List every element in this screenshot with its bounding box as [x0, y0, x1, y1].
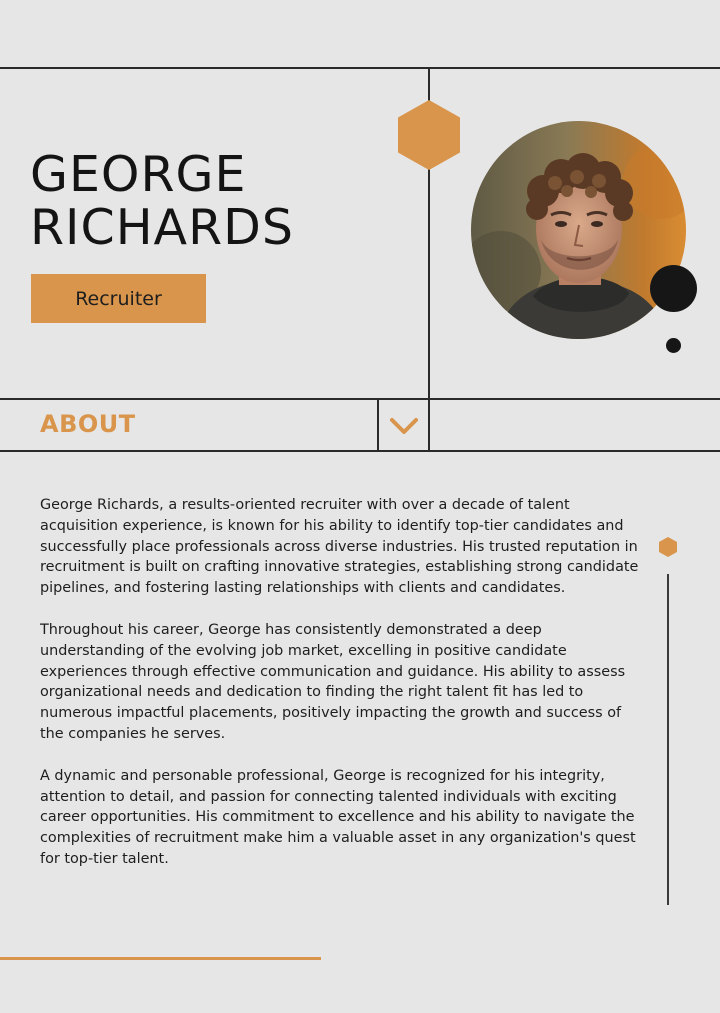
portrait-illustration	[471, 121, 686, 339]
name-first: GEORGE	[30, 146, 247, 203]
name-heading	[30, 148, 410, 254]
side-vertical-line	[667, 574, 669, 905]
header-bottom-divider	[0, 398, 720, 400]
about-text	[40, 495, 640, 891]
about-paragraph-1: George Richards, a results-oriented recruiter with over a decade of talent acquisition experience, is known for his ability to identify top-tier candidates and successfully place professionals across diverse industries. His trusted reputation in recruitment is built on crafting innovative strategies, establishing strong candidate pipelines, and fostering lasting relationships with clients and candidates.	[40, 497, 639, 597]
bottom-accent-line	[0, 957, 321, 960]
chevron-down-icon	[389, 416, 419, 436]
about-paragraph-3: A dynamic and personable professional, George is recognized for his integrity, attention to detail, and passion for connecting talented individuals with exciting career opportunities. His commitment to excellence and his ability to navigate the complexities of recruitment make him a valuable asset in any organization's quest for top-tier talent.	[40, 767, 636, 867]
name-last: RICHARDS	[30, 199, 294, 256]
small-hexagon-decoration	[659, 537, 677, 557]
role-label: Recruiter	[75, 287, 162, 310]
chevron-left-divider	[377, 398, 379, 452]
dot-decoration-small	[666, 338, 681, 353]
about-bottom-divider	[0, 450, 720, 452]
dot-decoration-large	[650, 265, 697, 312]
about-toggle-button[interactable]	[380, 401, 428, 450]
top-divider	[0, 67, 720, 69]
about-heading: ABOUT	[40, 410, 136, 438]
about-paragraph-2: Throughout his career, George has consistently demonstrated a deep understanding of the evolving job market, excelling in positive candidate experiences through effective communication and guidance. His ability to assess organizational needs and dedication to finding the right talent fit has led to numerous impactful placements, positively impacting the growth and success of the companies he serves.	[40, 621, 626, 742]
role-badge	[31, 274, 206, 323]
profile-photo	[471, 121, 686, 339]
